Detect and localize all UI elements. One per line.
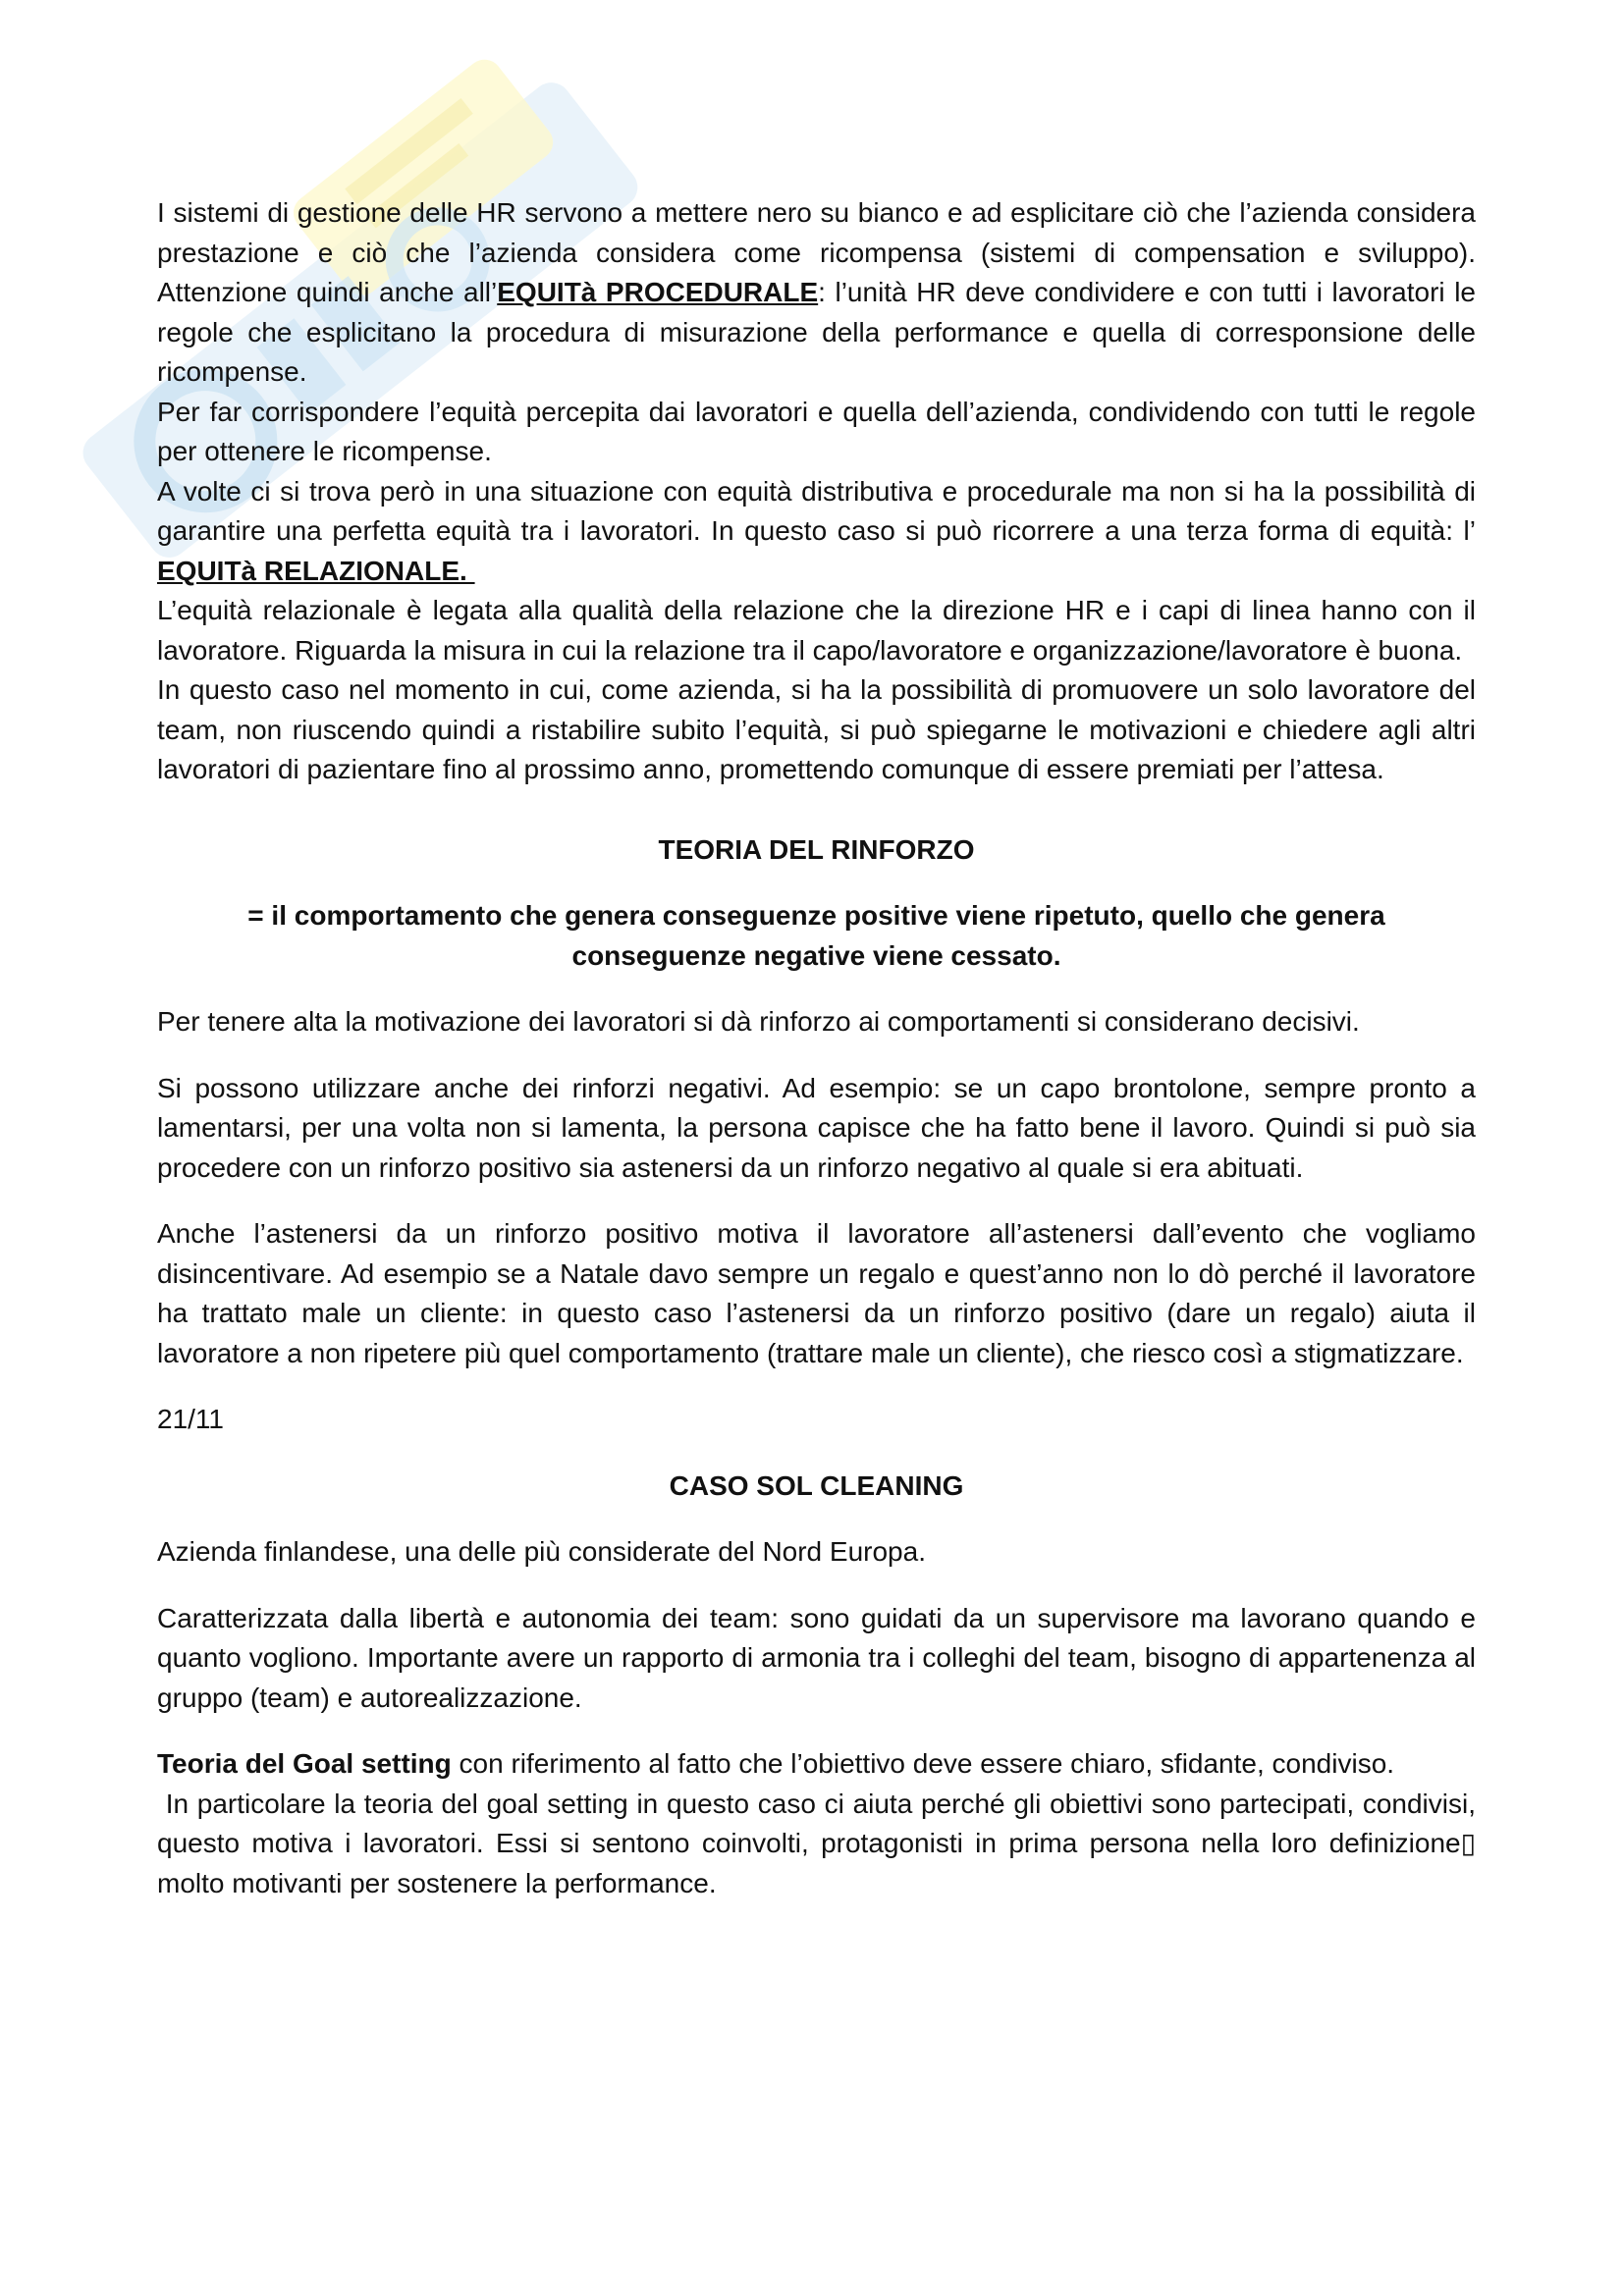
term-equita-relazionale: EQUITà RELAZIONALE. xyxy=(157,555,475,586)
date-label: 21/11 xyxy=(157,1404,224,1434)
paragraph-corrispondenza: Per far corrispondere l’equità percepita dai lavoratori e quella dell’azienda, condividendo con tutti le regole per ottenere le ricompense. xyxy=(157,396,1476,466)
paragraph-rinforzi-negativi: Si possono utilizzare anche dei rinforzi negativi. Ad esempio: se un capo brontolone, sempre pronto a lamentarsi, per una volta non si lamenta, la persona capisce che ha fatto bene il lavoro. Quindi si può sia procedere con un rinforzo positivo sia astenersi da un rinforzo negativo al quale si era abituati. xyxy=(157,1072,1476,1183)
document-page xyxy=(157,193,1484,1903)
paragraph-astenersi: Anche l’astenersi da un rinforzo positivo motiva il lavoratore all’astenersi dall’evento che vogliamo disincentivare. Ad esempio se a Natale davo sempre un regalo e quest’anno non lo dò perché il lavoratore ha trattato male un cliente: in questo caso l’astenersi da un rinforzo positivo (dare un regalo) aiuta il lavoratore a non ripetere più quel comportamento (trattare male un cliente), che riesco così a stigmatizzare. xyxy=(157,1218,1476,1368)
heading-teoria-rinforzo: TEORIA DEL RINFORZO xyxy=(658,833,975,865)
paragraph-azienda-finlandese: Azienda finlandese, una delle più considerate del Nord Europa. xyxy=(157,1536,926,1567)
definition-rinforzo: = il comportamento che genera conseguenze positive viene ripetuto, quello che genera conseguenze negative viene cessato. xyxy=(247,900,1385,971)
paragraph-goal-setting-detail: In particolare la teoria del goal setting in questo caso ci aiuta perché gli obiettivi sono partecipati, condivisi, questo motiva i lavoratori. Essi si sentono coinvolti, protagonisti in prima persona nella loro definizione▯ molto motivanti per sostenere la performance. xyxy=(157,1788,1484,1898)
paragraph-caratterizzata: Caratterizzata dalla libertà e autonomia dei team: sono guidati da un supervisore ma lavorano quando e quanto vogliono. Importante avere un rapporto di armonia tra i colleghi del team, bisogno di appartenenza al gruppo (team) e autorealizzazione. xyxy=(157,1602,1476,1713)
term-goal-setting: Teoria del Goal setting xyxy=(157,1748,452,1779)
paragraph-motivazione: Per tenere alta la motivazione dei lavoratori si dà rinforzo ai comportamenti si considerano decisivi. xyxy=(157,1006,1360,1037)
paragraph-equita-relazionale-intro: A volte ci si trova però in una situazione con equità distributiva e procedurale ma non si ha la possibilità di garantire una perfetta equità tra i lavoratori. In questo caso si può ricorrere a una terza forma di equità: l’ EQUITà RELAZIONALE. xyxy=(157,475,1476,586)
paragraph-equita-relazionale-def: L’equità relazionale è legata alla qualità della relazione che la direzione HR e i capi di linea hanno con il lavoratore. Riguarda la misura in cui la relazione tra il capo/lavoratore e organizzazione/lavoratore è buona. xyxy=(157,595,1476,666)
paragraph-goal-setting: Teoria del Goal setting con riferimento al fatto che l’obiettivo deve essere chiaro, sfidante, condiviso. xyxy=(157,1748,1395,1779)
term-equita-procedurale: EQUITà PROCEDURALE xyxy=(497,277,819,307)
paragraph-equita-procedurale: I sistemi di gestione delle HR servono a mettere nero su bianco e ad esplicitare ciò che l’azienda considera prestazione e ciò che l’azienda considera come ricompensa (sistemi di compensation e sviluppo). Attenzione quindi anche all’EQUITà PROCEDURALE: l’unità HR deve condividere e con tutti i lavoratori le regole che esplicitano la procedura di misurazione della performance e quella di corresponsione delle ricompense. xyxy=(157,197,1476,387)
heading-caso-sol-cleaning: CASO SOL CLEANING xyxy=(669,1469,964,1501)
paragraph-promozione-esempio: In questo caso nel momento in cui, come azienda, si ha la possibilità di promuovere un solo lavoratore del team, non riuscendo quindi a ristabilire subito l’equità, si può spiegarne le motivazioni e chiedere agli altri lavoratori di pazientare fino al prossimo anno, promettendo comunque di essere premiati per l’attesa. xyxy=(157,674,1476,784)
